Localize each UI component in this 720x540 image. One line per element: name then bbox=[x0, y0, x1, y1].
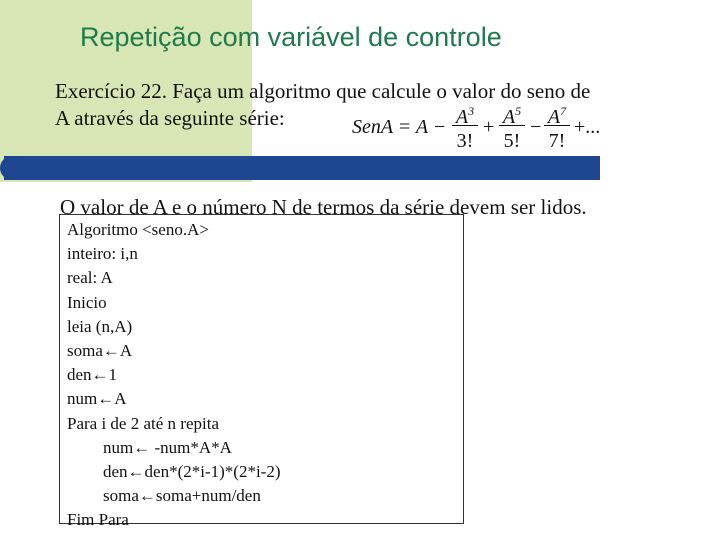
algorithm-line: den←1 bbox=[67, 365, 118, 385]
formula-lhs: SenA = A − bbox=[352, 116, 447, 138]
formula-term-3 bbox=[542, 98, 572, 153]
term-1-denominator: 3! bbox=[456, 130, 474, 152]
term-3-base: A bbox=[547, 106, 561, 128]
formula-term-1 bbox=[450, 98, 480, 153]
term-2-denominator: 5! bbox=[503, 130, 521, 152]
term-1-exponent: 3 bbox=[468, 104, 475, 118]
algorithm-line: soma←A bbox=[67, 340, 133, 360]
formula-operator-plus: + bbox=[483, 116, 495, 138]
formula-operator-minus: − bbox=[530, 116, 542, 138]
algorithm-line: Algoritmo <seno.A> bbox=[67, 220, 209, 239]
algorithm-line: Fim Para bbox=[67, 510, 129, 530]
term-3-denominator: 7! bbox=[548, 130, 566, 152]
formula-term-2 bbox=[497, 98, 527, 153]
algorithm-line: inteiro: i,n bbox=[67, 244, 138, 264]
input-requirement-text: O valor de A e o número N de termos da série devem ser lidos. bbox=[60, 195, 587, 219]
decorative-blue-bar bbox=[4, 156, 600, 180]
decorative-bar-cap bbox=[0, 156, 24, 180]
slide-title: Repetição com variável de controle bbox=[80, 22, 502, 52]
term-1-base: A bbox=[455, 106, 469, 128]
algorithm-line: real: A bbox=[67, 268, 113, 288]
algorithm-line: Inicio bbox=[67, 292, 107, 312]
term-2-exponent: 5 bbox=[515, 104, 522, 118]
algorithm-line: Para i de 2 até n repita bbox=[67, 413, 219, 433]
algorithm-line: num←A bbox=[67, 389, 127, 409]
algorithm-line: num← -num*A*A bbox=[103, 437, 232, 457]
formula-tail: +... bbox=[574, 116, 601, 138]
algorithm-line: leia (n,A) bbox=[67, 316, 133, 336]
algorithm-line: den←den*(2*i-1)*(2*i-2) bbox=[103, 461, 281, 481]
exercise-line-1: Exercício 22. Faça um algoritmo que calcule o valor do seno de bbox=[55, 79, 591, 103]
term-2-base: A bbox=[502, 106, 516, 128]
algorithm-line: soma←soma+num/den bbox=[103, 486, 261, 506]
term-3-exponent: 7 bbox=[560, 104, 567, 118]
exercise-line-2: A através da seguinte série: bbox=[55, 106, 285, 130]
algorithm-listing bbox=[67, 218, 487, 532]
